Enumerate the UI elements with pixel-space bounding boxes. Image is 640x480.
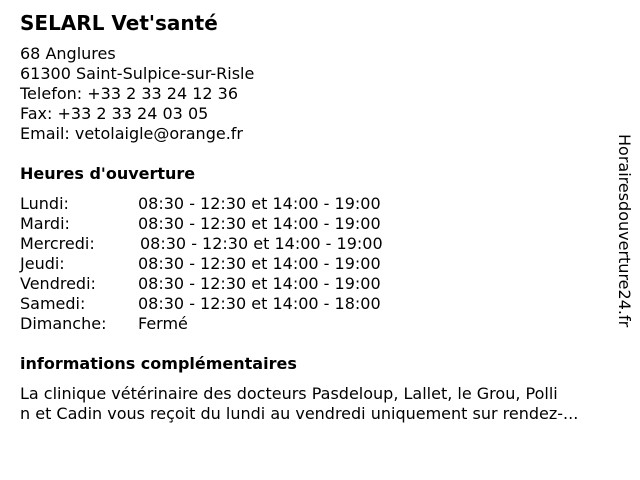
- additional-info-line: La clinique vétérinaire des docteurs Pasdeloup, Lallet, le Grou, Polli: [20, 384, 558, 403]
- address-city: 61300 Saint-Sulpice-sur-Risle: [20, 64, 255, 83]
- business-name: SELARL Vet'santé: [20, 11, 218, 35]
- hours-time-value: 08:30 - 12:30 et 14:00 - 19:00: [138, 274, 381, 293]
- additional-info-heading: informations complémentaires: [20, 354, 297, 373]
- hours-time-value: 08:30 - 12:30 et 14:00 - 19:00: [138, 254, 381, 273]
- additional-info-text: [20, 384, 632, 424]
- fax-number: Fax: +33 2 33 24 03 05: [20, 104, 209, 123]
- hours-time-value: 08:30 - 12:30 et 14:00 - 19:00: [138, 194, 381, 213]
- hours-time-value: 08:30 - 12:30 et 14:00 - 19:00: [138, 214, 381, 233]
- hours-time-value: 08:30 - 12:30 et 14:00 - 19:00: [140, 234, 383, 253]
- hours-time-value: Fermé: [138, 314, 188, 333]
- hours-day-label: Jeudi:: [20, 254, 65, 273]
- hours-day-label: Lundi:: [20, 194, 69, 213]
- email-address: Email: vetolaigle@orange.fr: [20, 124, 243, 143]
- address-street: 68 Anglures: [20, 44, 116, 63]
- hours-day-label: Mercredi:: [20, 234, 95, 253]
- hours-day-label: Dimanche:: [20, 314, 107, 333]
- contact-block: [20, 44, 254, 144]
- hours-time-value: 08:30 - 12:30 et 14:00 - 18:00: [138, 294, 381, 313]
- opening-hours-heading: Heures d'ouverture: [20, 164, 196, 183]
- additional-info-line: n et Cadin vous reçoit du lundi au vendredi uniquement sur rendez-...: [20, 404, 579, 423]
- phone-number: Telefon: +33 2 33 24 12 36: [20, 84, 239, 103]
- hours-day-label: Vendredi:: [20, 274, 96, 293]
- site-watermark: Horairesdouverture24.fr: [615, 134, 634, 328]
- hours-day-label: Samedi:: [20, 294, 86, 313]
- hours-day-label: Mardi:: [20, 214, 70, 233]
